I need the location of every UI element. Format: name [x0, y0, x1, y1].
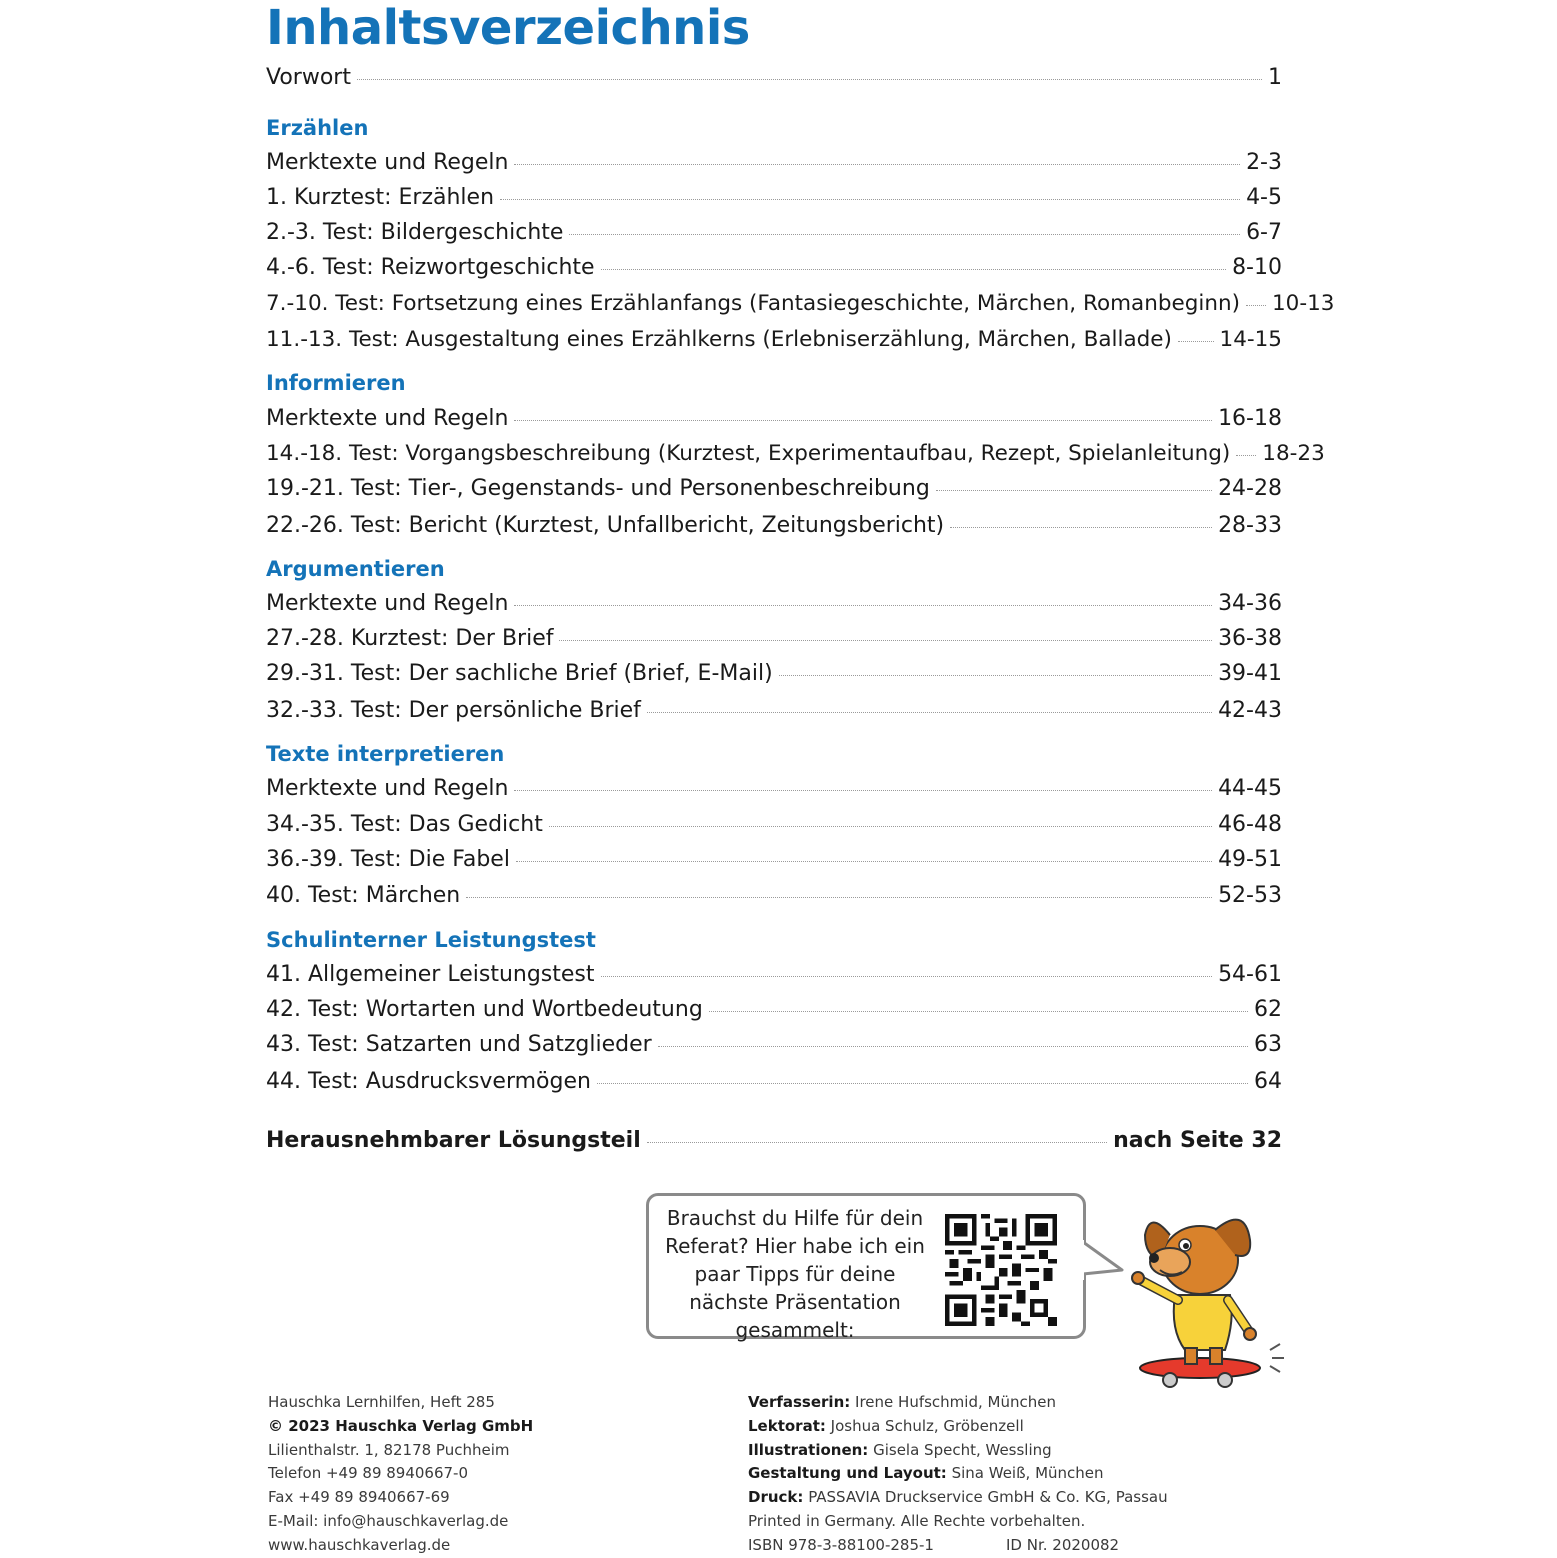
dot-leader [950, 527, 1212, 528]
toc-entry-page: 34-36 [1218, 591, 1282, 616]
toc-entry[interactable] [266, 695, 1282, 727]
toc-entry-page: 24-28 [1218, 476, 1282, 501]
imprint-line: Gestaltung und Layout: Sina Weiß, München [748, 1464, 1104, 1483]
toc-entry-page: 2-3 [1246, 150, 1282, 175]
imprint-line: Lilienthalstr. 1, 82178 Puchheim [268, 1440, 510, 1459]
dot-leader [597, 1083, 1248, 1084]
section-heading-leistungstest: Schulinterner Leistungstest [266, 928, 596, 952]
toc-entry[interactable] [266, 844, 1282, 876]
toc-entry-page: 64 [1254, 1069, 1282, 1094]
toc-entry[interactable] [266, 880, 1282, 912]
toc-entry-label: 22.-26. Test: Bericht (Kurztest, Unfallbericht, Zeitungsbericht) [266, 513, 945, 538]
dot-leader [569, 234, 1240, 235]
toc-entry-page: 52-53 [1218, 883, 1282, 908]
section-heading-erzaehlen: Erzählen [266, 116, 369, 140]
toc-entry-page: 1 [1268, 65, 1282, 90]
toc-entry-loesungsteil[interactable] [266, 1125, 1282, 1157]
dot-leader [559, 640, 1212, 641]
imprint-publisher [268, 1391, 533, 1558]
imprint-line: Illustrationen: Gisela Specht, Wessling [748, 1440, 1052, 1459]
toc-entry-label: 41. Allgemeiner Leistungstest [266, 962, 595, 987]
toc-entry-page: 28-33 [1218, 513, 1282, 538]
imprint-line: Druck: PASSAVIA Druckservice GmbH & Co. KG, Passau [748, 1488, 1168, 1507]
toc-entry-label: Herausnehmbarer Lösungsteil [266, 1128, 641, 1153]
dot-leader [1178, 341, 1214, 342]
dot-leader [1236, 455, 1256, 456]
imprint-credits [748, 1391, 1168, 1558]
toc-entry-label: Merktexte und Regeln [266, 591, 509, 616]
toc-entry-page: 8-10 [1232, 255, 1282, 280]
section-heading-informieren: Informieren [266, 371, 406, 395]
toc-entry-page: 10-13 [1271, 291, 1335, 316]
toc-entry-label: 4.-6. Test: Reizwortgeschichte [266, 255, 595, 280]
speech-bubble-tail [1080, 1240, 1126, 1280]
dot-leader [779, 675, 1212, 676]
toc-entry[interactable] [266, 658, 1282, 690]
toc-entry-page: 36-38 [1218, 626, 1282, 651]
dot-leader [514, 790, 1212, 791]
toc-entry[interactable] [266, 959, 1282, 991]
page-title: Inhaltsverzeichnis [266, 0, 750, 56]
toc-entry-label: 19.-21. Test: Tier-, Gegenstands- und Personenbeschreibung [266, 476, 930, 501]
toc-entry-label: Vorwort [266, 65, 351, 90]
toc-entry[interactable] [266, 217, 1282, 249]
dog-on-skateboard-icon [1130, 1200, 1295, 1390]
toc-entry-label: 11.-13. Test: Ausgestaltung eines Erzählkerns (Erlebniserzählung, Märchen, Ballade) [266, 327, 1172, 352]
toc-entry[interactable] [266, 773, 1282, 805]
imprint-line: Verfasserin: Irene Hufschmid, München [748, 1393, 1056, 1411]
toc-entry[interactable] [266, 438, 1325, 470]
website-link[interactable]: www.hauschkaverlag.de [268, 1535, 451, 1554]
toc-entry-page: 39-41 [1218, 661, 1282, 686]
imprint-line: Hauschka Lernhilfen, Heft 285 [268, 1393, 495, 1411]
section-heading-texte-interpretieren: Texte interpretieren [266, 742, 505, 766]
imprint-line: Printed in Germany. Alle Rechte vorbehalten. [748, 1511, 1086, 1530]
toc-entry-page: 62 [1254, 997, 1282, 1022]
dot-leader [709, 1011, 1248, 1012]
isbn: ISBN 978-3-88100-285-1 [748, 1535, 934, 1554]
toc-entry-page: 6-7 [1246, 220, 1282, 245]
bubble-text: Brauchst du Hilfe für dein Referat? Hier habe ich ein paar Tipps für deine nächste Präsentation gesammelt: [665, 1206, 925, 1342]
toc-entry[interactable] [266, 473, 1282, 505]
dot-leader [500, 199, 1240, 200]
imprint-line [748, 1534, 1168, 1558]
dot-leader [549, 826, 1212, 827]
toc-entry-page: 49-51 [1218, 847, 1282, 872]
dot-leader [647, 1142, 1107, 1143]
toc-entry-label: 2.-3. Test: Bildergeschichte [266, 220, 564, 245]
dot-leader [514, 420, 1212, 421]
toc-entry-label: 32.-33. Test: Der persönliche Brief [266, 698, 641, 723]
dot-leader [514, 605, 1212, 606]
speech-bubble [646, 1193, 1086, 1342]
toc-entry-label: 34.-35. Test: Das Gedicht [266, 812, 543, 837]
toc-entry-label: 43. Test: Satzarten und Satzglieder [266, 1032, 652, 1057]
dot-leader [647, 712, 1212, 713]
toc-entry-label: 7.-10. Test: Fortsetzung eines Erzählanfangs (Fantasiegeschichte, Märchen, Romanbeginn) [266, 291, 1240, 316]
dot-leader [514, 164, 1240, 165]
toc-entry-label: Merktexte und Regeln [266, 150, 509, 175]
section-heading-argumentieren: Argumentieren [266, 557, 445, 581]
toc-entry-page: 14-15 [1219, 327, 1282, 352]
toc-entry-page: 18-23 [1262, 441, 1325, 466]
dot-leader [601, 269, 1226, 270]
toc-entry-vorwort[interactable] [266, 62, 1282, 94]
toc-entry-page: 44-45 [1218, 776, 1282, 801]
toc-entry[interactable] [266, 147, 1282, 179]
email-link[interactable]: E-Mail: info@hauschkaverlag.de [268, 1511, 509, 1530]
dot-leader [936, 490, 1212, 491]
toc-entry-page: 46-48 [1218, 812, 1282, 837]
qr-code-icon[interactable] [945, 1214, 1057, 1326]
dot-leader [516, 861, 1212, 862]
toc-entry-label: 44. Test: Ausdrucksvermögen [266, 1069, 591, 1094]
toc-entry-page: 63 [1254, 1032, 1282, 1057]
toc-entry-page: 4-5 [1246, 185, 1282, 210]
dot-leader [357, 79, 1262, 80]
dot-leader [466, 897, 1212, 898]
imprint-line: © 2023 Hauschka Verlag GmbH [268, 1416, 534, 1435]
toc-entry[interactable] [266, 588, 1282, 620]
toc-entry[interactable] [266, 809, 1282, 841]
dot-leader [601, 976, 1213, 977]
toc-entry-label: 1. Kurztest: Erzählen [266, 185, 495, 210]
toc-entry-page: 54-61 [1218, 962, 1282, 987]
toc-entry-label: 29.-31. Test: Der sachliche Brief (Brief, E-Mail) [266, 661, 773, 686]
toc-entry[interactable] [266, 1066, 1282, 1098]
toc-entry[interactable] [266, 403, 1282, 435]
toc-entry[interactable] [266, 182, 1282, 214]
toc-entry-page: 16-18 [1218, 406, 1282, 431]
toc-entry[interactable] [266, 994, 1282, 1026]
toc-entry-page: nach Seite 32 [1113, 1128, 1282, 1153]
imprint-line: Lektorat: Joshua Schulz, Gröbenzell [748, 1416, 1024, 1435]
toc-entry-label: Merktexte und Regeln [266, 776, 509, 801]
imprint-line: Fax +49 89 8940667-69 [268, 1488, 450, 1507]
toc-entry-page: 42-43 [1218, 698, 1282, 723]
toc-entry[interactable] [266, 288, 1335, 320]
toc-entry[interactable] [266, 510, 1282, 542]
toc-entry-label: 36.-39. Test: Die Fabel [266, 847, 510, 872]
toc-entry[interactable] [266, 324, 1282, 356]
imprint-line: Telefon +49 89 8940667-0 [268, 1464, 469, 1483]
toc-entry-label: 14.-18. Test: Vorgangsbeschreibung (Kurztest, Experimentaufbau, Rezept, Spielanleitung) [266, 441, 1231, 466]
toc-entry[interactable] [266, 1029, 1282, 1061]
toc-entry-label: 42. Test: Wortarten und Wortbedeutung [266, 997, 703, 1022]
toc-entry-label: 27.-28. Kurztest: Der Brief [266, 626, 554, 651]
dot-leader [658, 1046, 1248, 1047]
toc-entry-label: Merktexte und Regeln [266, 406, 509, 431]
id-number: ID Nr. 2020082 [1006, 1535, 1120, 1554]
toc-entry[interactable] [266, 252, 1282, 284]
toc-entry-label: 40. Test: Märchen [266, 883, 461, 908]
toc-entry[interactable] [266, 623, 1282, 655]
dot-leader [1246, 305, 1266, 306]
